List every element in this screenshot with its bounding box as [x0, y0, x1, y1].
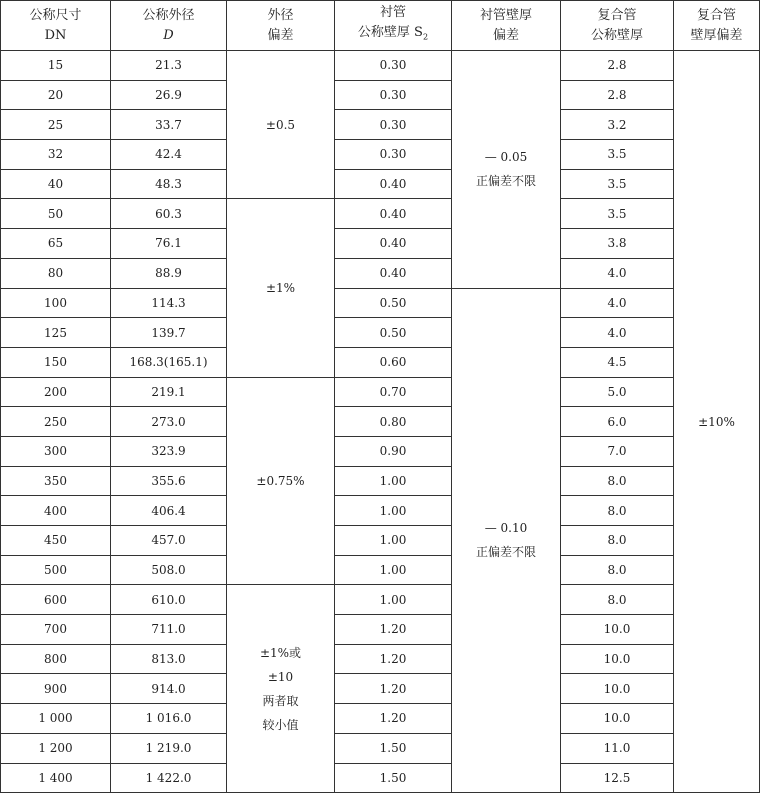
header-nominal-size [1, 1, 111, 51]
header-liner-thickness-text: 公称壁厚 S [357, 25, 423, 41]
cell-composite-thickness: 4.0 [561, 258, 674, 288]
header-od-tolerance-l2: 偏差 [267, 27, 294, 43]
cell-liner-thickness: 1.20 [335, 615, 452, 645]
cell-dn: 15 [1, 51, 111, 81]
cell-od-tolerance-line: 两者取 [262, 693, 299, 708]
cell-outer-diameter: 610.0 [111, 585, 227, 615]
cell-dn: 50 [1, 199, 111, 229]
cell-composite-thickness: 10.0 [561, 615, 674, 645]
cell-dn: 900 [1, 674, 111, 704]
table-row [1, 526, 760, 556]
cell-composite-thickness: 3.5 [561, 199, 674, 229]
header-composite-tolerance-l2: 壁厚偏差 [690, 27, 743, 43]
cell-liner-tolerance [452, 288, 561, 793]
cell-liner-thickness: 1.20 [335, 704, 452, 734]
cell-liner-tolerance-line: — 0.05 [484, 150, 528, 165]
cell-composite-thickness: 2.8 [561, 80, 674, 110]
cell-dn: 450 [1, 526, 111, 556]
cell-liner-thickness: 0.60 [335, 347, 452, 377]
cell-dn: 500 [1, 555, 111, 585]
cell-liner-thickness: 1.50 [335, 733, 452, 763]
header-outer-diameter-l2: D [163, 27, 174, 43]
cell-liner-thickness: 1.50 [335, 763, 452, 793]
cell-od-tolerance [227, 199, 335, 377]
cell-liner-thickness: 1.00 [335, 585, 452, 615]
cell-composite-tolerance-line: ±10% [698, 414, 735, 429]
table-row [1, 51, 760, 81]
cell-composite-thickness: 8.0 [561, 496, 674, 526]
table-row [1, 763, 760, 793]
cell-outer-diameter: 1 422.0 [111, 763, 227, 793]
cell-outer-diameter: 1 219.0 [111, 733, 227, 763]
cell-od-tolerance-line: ±1%或 [259, 645, 302, 660]
cell-liner-thickness: 0.30 [335, 80, 452, 110]
cell-dn: 1 000 [1, 704, 111, 734]
cell-composite-thickness: 10.0 [561, 674, 674, 704]
table-row [1, 496, 760, 526]
cell-outer-diameter: 26.9 [111, 80, 227, 110]
cell-outer-diameter: 813.0 [111, 644, 227, 674]
cell-outer-diameter: 508.0 [111, 555, 227, 585]
table-row [1, 704, 760, 734]
cell-outer-diameter: 114.3 [111, 288, 227, 318]
cell-od-tolerance [227, 377, 335, 585]
cell-outer-diameter: 139.7 [111, 318, 227, 348]
cell-outer-diameter: 219.1 [111, 377, 227, 407]
cell-dn: 32 [1, 140, 111, 170]
cell-liner-thickness: 0.80 [335, 407, 452, 437]
cell-composite-thickness: 3.2 [561, 110, 674, 140]
table-row [1, 436, 760, 466]
cell-liner-thickness: 0.90 [335, 436, 452, 466]
cell-composite-thickness: 8.0 [561, 555, 674, 585]
cell-composite-thickness: 8.0 [561, 466, 674, 496]
table-row [1, 80, 760, 110]
cell-outer-diameter: 323.9 [111, 436, 227, 466]
table-row [1, 318, 760, 348]
cell-dn: 1 400 [1, 763, 111, 793]
header-liner-thickness-l2 [335, 23, 451, 48]
cell-composite-thickness: 4.5 [561, 347, 674, 377]
table-row [1, 199, 760, 229]
cell-liner-thickness: 0.30 [335, 140, 452, 170]
header-liner-thickness [335, 1, 452, 51]
cell-dn: 350 [1, 466, 111, 496]
cell-composite-thickness: 7.0 [561, 436, 674, 466]
cell-dn: 125 [1, 318, 111, 348]
cell-outer-diameter: 457.0 [111, 526, 227, 556]
table-row [1, 585, 760, 615]
cell-composite-thickness: 2.8 [561, 51, 674, 81]
cell-liner-thickness: 0.30 [335, 51, 452, 81]
cell-composite-thickness: 3.8 [561, 229, 674, 259]
cell-composite-thickness: 6.0 [561, 407, 674, 437]
table-row [1, 674, 760, 704]
cell-liner-thickness: 1.00 [335, 496, 452, 526]
table-row [1, 407, 760, 437]
header-liner-thickness-sub: 2 [422, 32, 429, 42]
cell-dn: 250 [1, 407, 111, 437]
cell-composite-thickness: 11.0 [561, 733, 674, 763]
table-row [1, 466, 760, 496]
cell-outer-diameter: 21.3 [111, 51, 227, 81]
cell-liner-thickness: 0.70 [335, 377, 452, 407]
cell-liner-thickness: 0.50 [335, 318, 452, 348]
header-liner-tolerance-l1: 衬管壁厚 [479, 7, 532, 23]
cell-outer-diameter: 48.3 [111, 169, 227, 199]
cell-liner-thickness: 0.40 [335, 229, 452, 259]
cell-dn: 700 [1, 615, 111, 645]
cell-composite-thickness: 12.5 [561, 763, 674, 793]
table-row [1, 377, 760, 407]
cell-liner-thickness: 0.50 [335, 288, 452, 318]
cell-composite-thickness: 8.0 [561, 585, 674, 615]
cell-outer-diameter: 33.7 [111, 110, 227, 140]
cell-liner-tolerance-line: 正偏差不限 [475, 174, 536, 189]
table-row [1, 229, 760, 259]
header-nominal-size-l2: DN [44, 27, 67, 43]
cell-liner-thickness: 1.20 [335, 644, 452, 674]
table-row [1, 140, 760, 170]
header-nominal-size-l1: 公称尺寸 [29, 7, 82, 23]
header-row [1, 1, 760, 51]
table-row [1, 110, 760, 140]
cell-liner-thickness: 0.40 [335, 169, 452, 199]
cell-composite-tolerance [674, 51, 760, 793]
cell-od-tolerance [227, 51, 335, 199]
cell-liner-tolerance-line: 正偏差不限 [475, 545, 536, 560]
table-row [1, 347, 760, 377]
header-composite-tolerance-l1: 复合管 [696, 7, 736, 23]
header-composite-tolerance [674, 1, 760, 51]
cell-dn: 100 [1, 288, 111, 318]
cell-dn: 600 [1, 585, 111, 615]
cell-liner-thickness: 0.40 [335, 199, 452, 229]
cell-composite-thickness: 3.5 [561, 140, 674, 170]
cell-outer-diameter: 711.0 [111, 615, 227, 645]
cell-dn: 80 [1, 258, 111, 288]
cell-outer-diameter: 273.0 [111, 407, 227, 437]
cell-od-tolerance-line: ±1% [265, 281, 296, 295]
cell-outer-diameter: 406.4 [111, 496, 227, 526]
header-outer-diameter-l1: 公称外径 [142, 7, 195, 23]
cell-dn: 1 200 [1, 733, 111, 763]
cell-od-tolerance [227, 585, 335, 793]
cell-liner-tolerance-line: — 0.10 [484, 521, 528, 536]
cell-dn: 150 [1, 347, 111, 377]
cell-dn: 40 [1, 169, 111, 199]
cell-outer-diameter: 1 016.0 [111, 704, 227, 734]
cell-composite-thickness: 4.0 [561, 318, 674, 348]
cell-composite-thickness: 8.0 [561, 526, 674, 556]
cell-outer-diameter: 355.6 [111, 466, 227, 496]
cell-liner-thickness: 1.00 [335, 526, 452, 556]
table-row [1, 733, 760, 763]
cell-dn: 400 [1, 496, 111, 526]
cell-dn: 25 [1, 110, 111, 140]
cell-liner-thickness: 0.30 [335, 110, 452, 140]
cell-dn: 800 [1, 644, 111, 674]
cell-outer-diameter: 88.9 [111, 258, 227, 288]
header-liner-tolerance [452, 1, 561, 51]
header-liner-thickness-l1: 衬管 [379, 5, 406, 21]
cell-composite-thickness: 10.0 [561, 644, 674, 674]
table-row [1, 615, 760, 645]
header-outer-diameter [111, 1, 227, 51]
cell-liner-thickness: 1.00 [335, 466, 452, 496]
cell-outer-diameter: 60.3 [111, 199, 227, 229]
cell-composite-thickness: 5.0 [561, 377, 674, 407]
cell-outer-diameter: 914.0 [111, 674, 227, 704]
cell-od-tolerance-line: ±0.75% [256, 473, 305, 488]
table-row [1, 169, 760, 199]
table-row [1, 258, 760, 288]
header-composite-thickness-l1: 复合管 [597, 7, 637, 23]
cell-outer-diameter: 168.3(165.1) [111, 347, 227, 377]
table-body [1, 51, 760, 793]
cell-liner-tolerance [452, 51, 561, 289]
table-row [1, 644, 760, 674]
cell-od-tolerance-line: 较小值 [262, 717, 299, 732]
cell-od-tolerance-line: ±10 [267, 669, 294, 684]
header-composite-thickness-l2: 公称壁厚 [590, 27, 643, 43]
table-row [1, 555, 760, 585]
cell-dn: 300 [1, 436, 111, 466]
cell-composite-thickness: 4.0 [561, 288, 674, 318]
table-row [1, 288, 760, 318]
cell-outer-diameter: 76.1 [111, 229, 227, 259]
cell-dn: 20 [1, 80, 111, 110]
header-od-tolerance [227, 1, 335, 51]
cell-liner-thickness: 1.00 [335, 555, 452, 585]
cell-liner-thickness: 0.40 [335, 258, 452, 288]
cell-od-tolerance-line: ±0.5 [265, 117, 296, 132]
header-od-tolerance-l1: 外径 [267, 7, 294, 23]
cell-composite-thickness: 10.0 [561, 704, 674, 734]
cell-outer-diameter: 42.4 [111, 140, 227, 170]
cell-liner-thickness: 1.20 [335, 674, 452, 704]
cell-composite-thickness: 3.5 [561, 169, 674, 199]
header-liner-tolerance-l2: 偏差 [492, 27, 519, 43]
cell-dn: 200 [1, 377, 111, 407]
cell-dn: 65 [1, 229, 111, 259]
header-composite-thickness [561, 1, 674, 51]
